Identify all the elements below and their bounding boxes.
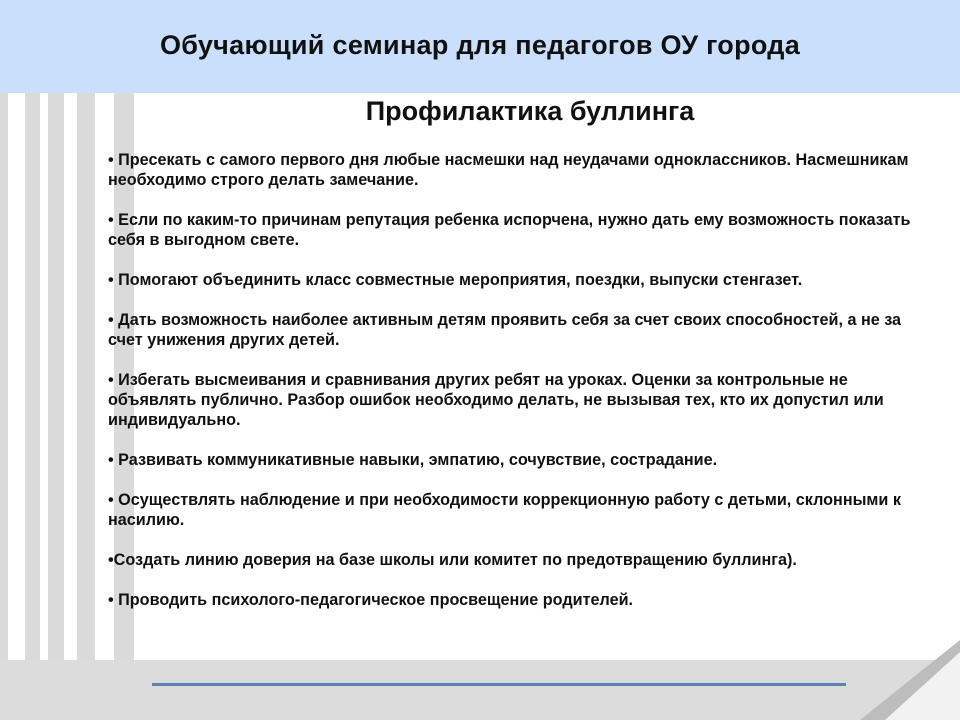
list-item: • Избегать высмеивания и сравнивания других ребят на уроках. Оценки за контрольные не объявлять публично. Разбор ошибок необходимо делать, не вызывая тех, кто их допустил или индивидуально.	[108, 371, 884, 429]
corner-fold-decoration	[860, 640, 960, 720]
stripe	[77, 93, 95, 660]
list-item: • Развивать коммуникативные навыки, эмпатию, сочувствие, сострадание.	[108, 451, 718, 469]
list-item: • Пресекать с самого первого дня любые насмешки над неудачами одноклассников. Насмешникам необходимо строго делать замечание.	[108, 151, 909, 189]
stripe	[0, 93, 8, 660]
list-item: • Проводить психолого-педагогическое просвещение родителей.	[108, 591, 634, 609]
footer-accent-line	[152, 683, 846, 686]
stripe	[48, 93, 64, 660]
list-item: • Помогают объединить класс совместные мероприятия, поездки, выпуски стенгазет.	[108, 271, 803, 289]
stripe	[25, 93, 40, 660]
list-item: • Осуществлять наблюдение и при необходимости коррекционную работу с детьми, склонными к насилию.	[108, 491, 901, 529]
list-item: • Если по каким-то причинам репутация ребенка испорчена, нужно дать ему возможность показать себя в выгодном свете.	[108, 211, 911, 249]
bullet-list	[108, 150, 940, 630]
list-item: •Создать линию доверия на базе школы или комитет по предотвращению буллинга).	[108, 551, 797, 569]
slide-title: Профилактика буллинга	[365, 96, 695, 126]
seminar-title: Обучающий семинар для педагогов ОУ города	[159, 30, 801, 60]
footer-band	[0, 660, 960, 720]
list-item: • Дать возможность наиболее активным детям проявить себя за счет своих способностей, а не за счет унижения других детей.	[108, 311, 902, 349]
header-bar	[0, 0, 960, 93]
